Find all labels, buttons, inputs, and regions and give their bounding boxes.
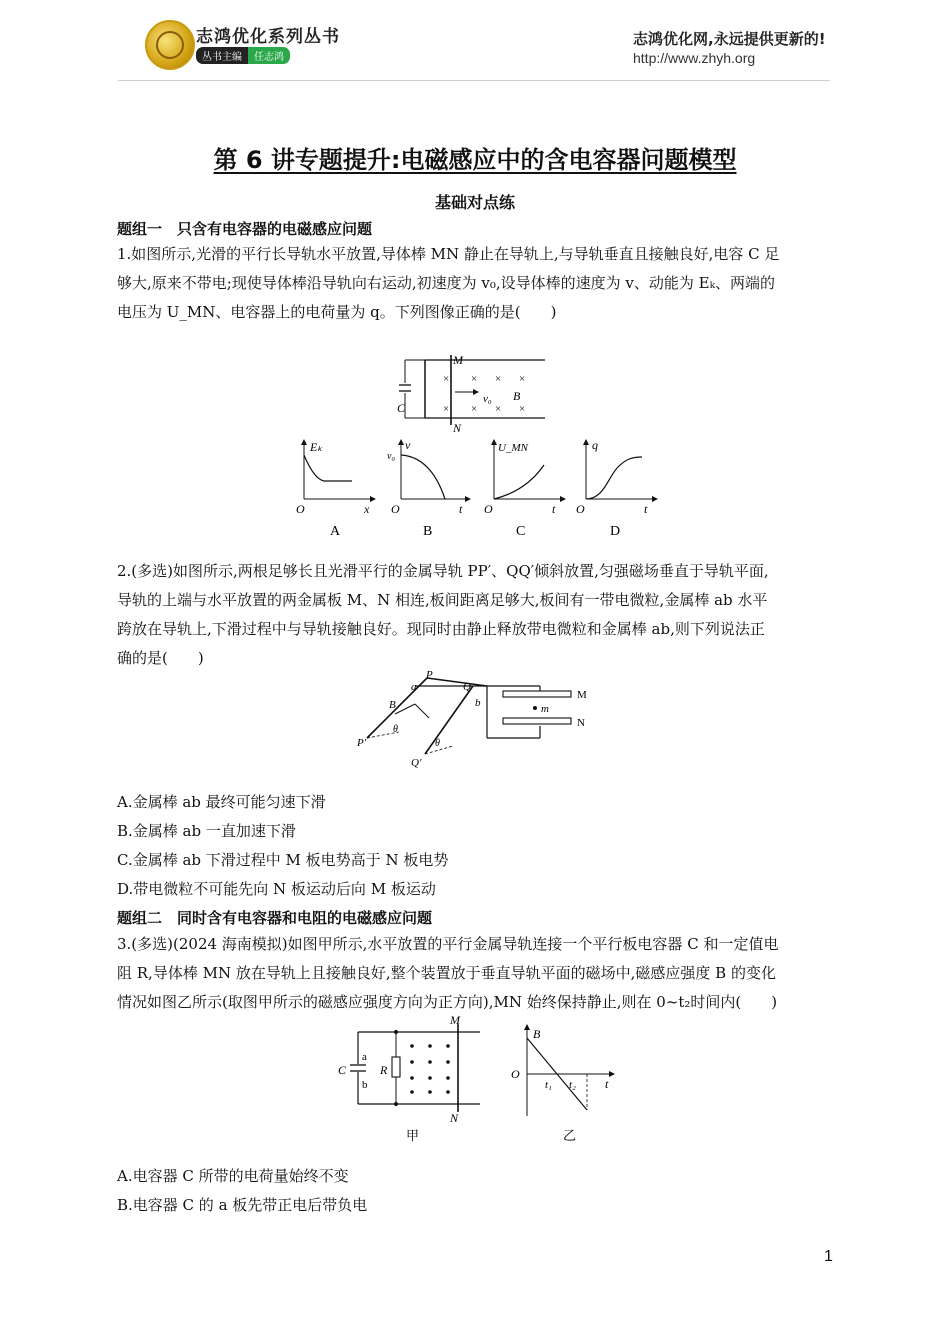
- series-title: 志鸿优化系列丛书: [196, 27, 340, 47]
- question-2-line: 导轨的上端与水平放置的两金属板 M、N 相连,板间距离足够大,板间有一带电微粒,金属棒 ab 水平: [117, 591, 768, 609]
- page-header: [0, 0, 950, 80]
- group-heading-2: 题组二 同时含有电容器和电阻的电磁感应问题: [117, 909, 433, 927]
- axis-label: t: [552, 502, 556, 516]
- graph-letter: D: [610, 524, 621, 539]
- editor-badge: [196, 47, 290, 61]
- svg-text:×: ×: [495, 373, 502, 385]
- section-subtitle: 基础对点练: [434, 193, 515, 212]
- origin-label: O: [296, 502, 305, 516]
- question-1-line: 够大,原来不带电;现使导体棒沿导轨向右运动,初速度为 v₀,设导体棒的速度为 v、动能为 Eₖ、两端的: [117, 274, 776, 292]
- q1-graph-c: [480, 437, 570, 547]
- svg-text:×: ×: [519, 403, 526, 415]
- rod-label-m: M: [450, 1013, 460, 1027]
- velocity-label: v₀: [483, 393, 492, 405]
- tick-label: t₂: [569, 1079, 576, 1091]
- question-1-line: 1.如图所示,光滑的平行长导轨水平放置,导体棒 MN 静止在导轨上,与导轨垂直且接触良好,电容 C 足: [117, 245, 780, 263]
- svg-text:×: ×: [495, 403, 502, 415]
- rod-label-n: N: [450, 1111, 459, 1125]
- page-title: 第 6 讲专题提升:电磁感应中的含电容器问题模型: [213, 146, 737, 174]
- page-number: 1: [824, 1248, 833, 1265]
- figure-caption: 乙: [563, 1128, 577, 1143]
- q3-figure-yi: [505, 1020, 625, 1145]
- q2-option-c: C.金属棒 ab 下滑过程中 M 板电势高于 N 板电势: [117, 851, 449, 869]
- rail-label: Q′: [411, 757, 422, 769]
- question-1-line: 电压为 U_MN、电容器上的电荷量为 q。下列图像正确的是( ): [117, 303, 557, 321]
- svg-text:×: ×: [443, 403, 450, 415]
- q1-circuit-figure: [395, 350, 555, 440]
- axis-label: B: [533, 1027, 541, 1041]
- svg-text:×: ×: [443, 373, 450, 385]
- capacitor-label: C: [396, 401, 405, 415]
- rod-end-label: a: [411, 681, 417, 693]
- axis-label: t: [605, 1077, 609, 1091]
- editor-label: 丛书主编: [196, 47, 248, 64]
- field-label: B: [513, 389, 521, 403]
- axis-label: q: [592, 438, 598, 452]
- rod-label-n: N: [453, 421, 462, 435]
- header-divider: [118, 80, 830, 81]
- q2-option-b: B.金属棒 ab 一直加速下滑: [117, 822, 296, 840]
- site-slogan: 志鸿优化网,永远提供更新的!: [633, 30, 826, 48]
- plate-label-m: M: [577, 689, 587, 701]
- q1-graph-b: [385, 437, 475, 547]
- axis-label: Eₖ: [310, 440, 323, 454]
- graph-letter: A: [330, 524, 341, 539]
- site-url-link[interactable]: http://www.zhyh.org: [633, 50, 756, 66]
- axis-tick-label: v₀: [387, 451, 395, 462]
- rod-label-m: M: [453, 353, 463, 367]
- graph-letter: B: [423, 524, 433, 539]
- plate-label-n: N: [577, 717, 585, 729]
- axis-label: t: [644, 502, 648, 516]
- origin-label: O: [576, 502, 585, 516]
- origin-label: O: [511, 1067, 520, 1081]
- question-3: [117, 930, 833, 1017]
- rail-label: P: [426, 669, 433, 681]
- capacitor-label: C: [337, 1063, 346, 1077]
- q2-option-d: D.带电微粒不可能先向 N 板运动后向 M 板运动: [117, 880, 436, 898]
- origin-label: O: [391, 502, 400, 516]
- rail-label: P′: [357, 737, 367, 749]
- editor-name: 任志鸿: [248, 47, 290, 64]
- q3-option-a: A.电容器 C 所带的电荷量始终不变: [117, 1167, 349, 1185]
- svg-text:×: ×: [519, 373, 526, 385]
- svg-text:×: ×: [471, 403, 478, 415]
- axis-label: t: [459, 502, 463, 516]
- angle-label: θ: [393, 724, 398, 735]
- q2-incline-figure: [355, 668, 600, 773]
- axis-label: x: [364, 502, 370, 516]
- q1-graph-d: [572, 437, 662, 547]
- question-2-line: 跨放在导轨上,下滑过程中与导轨接触良好。现同时由静止释放带电微粒和金属棒 ab,则下列说法正: [117, 620, 765, 638]
- resistor-label: R: [380, 1063, 388, 1077]
- publisher-logo-icon: [145, 20, 195, 70]
- axis-label: v: [405, 438, 411, 452]
- question-2-line: 确的是( ): [117, 649, 204, 667]
- question-2: [117, 557, 833, 673]
- angle-label: θ: [435, 738, 440, 749]
- axis-label: U_MN: [498, 442, 528, 454]
- figure-caption: 甲: [406, 1128, 420, 1143]
- q3-option-b: B.电容器 C 的 a 板先带正电后带负电: [117, 1196, 368, 1214]
- question-3-line: 阻 R,导体棒 MN 放在导轨上且接触良好,整个装置放于垂直导轨平面的磁场中,磁感应强度 B 的变化: [117, 964, 776, 982]
- q2-option-a: A.金属棒 ab 最终可能匀速下滑: [117, 793, 326, 811]
- plate-label-b: b: [362, 1079, 368, 1091]
- tick-label: t₁: [545, 1079, 552, 1091]
- graph-letter: C: [516, 524, 526, 539]
- field-label: B: [389, 699, 396, 711]
- rail-label: Q: [463, 681, 471, 693]
- question-2-line: 2.(多选)如图所示,两根足够长且光滑平行的金属导轨 PP′、QQ′倾斜放置,匀强磁场垂直于导轨平面,: [117, 562, 769, 580]
- rod-end-label: b: [475, 697, 481, 709]
- plate-label-a: a: [362, 1051, 367, 1063]
- q3-figure-jia: [330, 1012, 490, 1147]
- particle-label: m: [541, 703, 549, 715]
- question-3-line: 3.(多选)(2024 海南模拟)如图甲所示,水平放置的平行金属导轨连接一个平行板电容器 C 和一定值电: [117, 935, 779, 953]
- question-3-line: 情况如图乙所示(取图甲所示的磁感应强度方向为正方向),MN 始终保持静止,则在 0~t₂时间内( ): [117, 993, 778, 1011]
- svg-text:×: ×: [471, 373, 478, 385]
- question-1: [117, 240, 833, 327]
- origin-label: O: [484, 502, 493, 516]
- q1-graph-a: [290, 437, 380, 547]
- group-heading-1: 题组一 只含有电容器的电磁感应问题: [117, 220, 373, 238]
